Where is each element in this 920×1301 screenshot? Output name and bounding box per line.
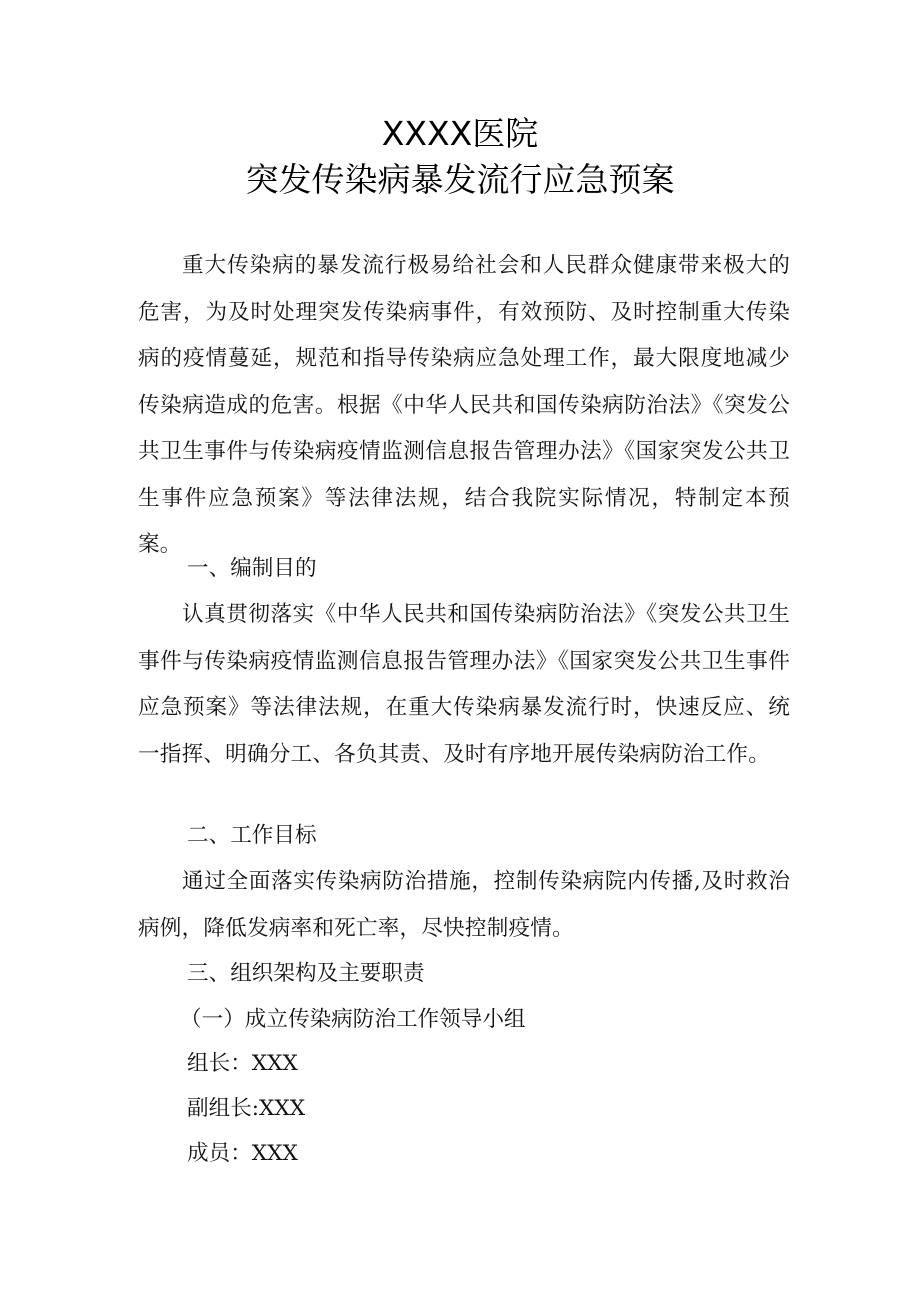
intro-paragraph: 重大传染病的暴发流行极易给社会和人民群众健康带来极大的危害，为及时处理突发传染病事件，有效预防、及时控制重大传染病的疫情蔓延，规范和指导传染病应急处理工作，最大限度地减少传染病造成的危害。根据《中华人民共和国传染病防治法》《突发公共卫生事件与传染病疫情监测信息报告管理办法》《国家突发公共卫生事件应急预案》等法律法规，结合我院实际情况，特制定本预案。 [138, 253, 790, 557]
members-line: 成员：XXX [187, 1141, 298, 1166]
document-title-hospital: XXXX医院 [381, 114, 539, 153]
section3-heading: 三、组织架构及主要职责 [187, 961, 425, 986]
section2-heading: 二、工作目标 [187, 823, 317, 848]
document-title-plan: 突发传染病暴发流行应急预案 [245, 160, 675, 199]
leader-line: 组长：XXX [187, 1051, 298, 1076]
section1-paragraph: 认真贯彻落实《中华人民共和国传染病防治法》《突发公共卫生事件与传染病疫情监测信息报告管理办法》《国家突发公共卫生事件应急预案》等法律法规，在重大传染病暴发流行时，快速反应、统一指挥、明确分工、各负其责、及时有序地开展传染病防治工作。 [138, 602, 790, 767]
section2-paragraph: 通过全面落实传染病防治措施，控制传染病院内传播,及时救治病例，降低发病率和死亡率，尽快控制疫情。 [138, 869, 790, 941]
section3-subheading: （一）成立传染病防治工作领导小组 [180, 1007, 526, 1032]
section1-heading: 一、编制目的 [187, 556, 317, 581]
deputy-leader-line: 副组长:XXX [187, 1096, 306, 1121]
